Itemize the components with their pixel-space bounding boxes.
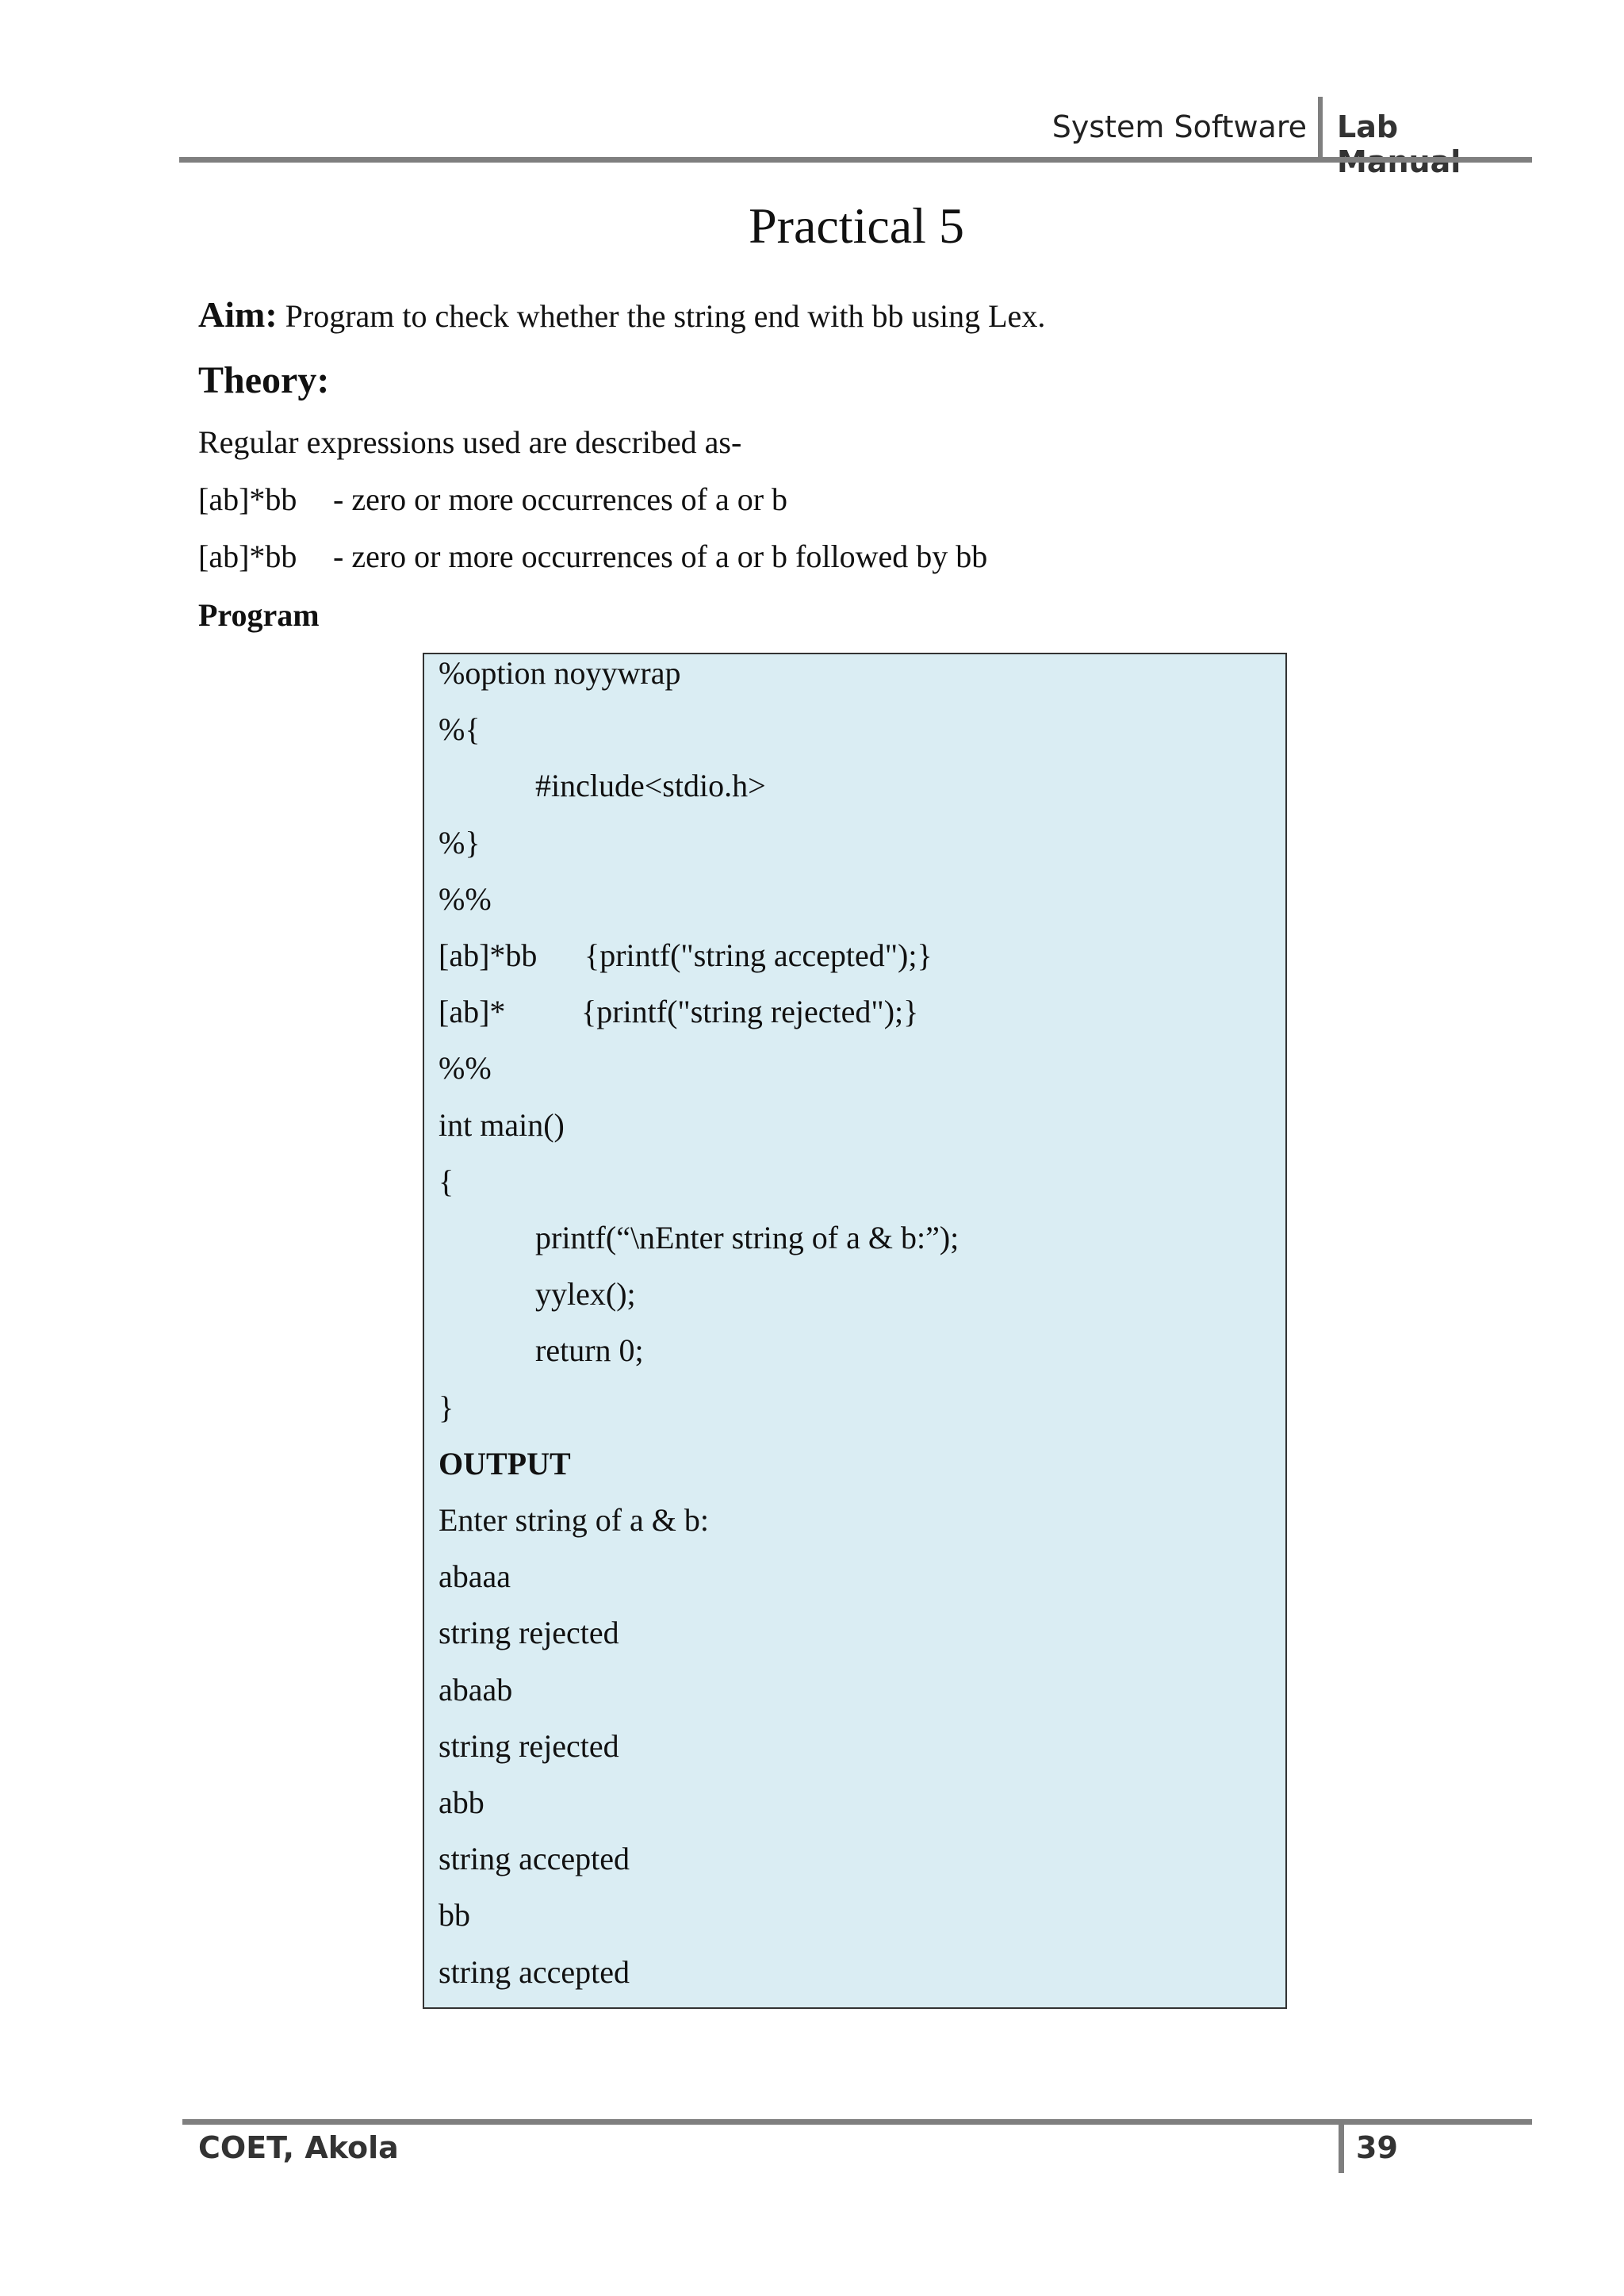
output-line: abb (439, 1784, 485, 1820)
code-action: {printf("string accepted");} (584, 937, 933, 973)
output-line: string accepted (439, 1954, 630, 1990)
footer-separator (1339, 2119, 1344, 2173)
code-line: #include<stdio.h> (535, 768, 766, 803)
output-heading: OUTPUT (439, 1446, 571, 1481)
code-line: int main() (439, 1107, 565, 1143)
code-line: yylex(); (535, 1276, 636, 1312)
footer-rule (182, 2119, 1532, 2125)
aim-paragraph (198, 293, 1045, 335)
theory-desc: - zero or more occurrences of a or b followed by bb (333, 539, 988, 574)
theory-desc: - zero or more occurrences of a or b (333, 481, 788, 517)
code-line: return 0; (535, 1332, 644, 1368)
header-separator (1318, 97, 1323, 162)
output-line: string rejected (439, 1615, 619, 1650)
code-pattern: [ab]* (439, 994, 506, 1029)
page-title: Practical 5 (749, 197, 964, 254)
header-rule (179, 157, 1532, 163)
theory-heading: Theory: (198, 359, 330, 401)
output-line: Enter string of a & b: (439, 1502, 710, 1538)
program-heading: Program (198, 597, 320, 633)
code-line: { (439, 1163, 454, 1199)
footer-college: COET, Akola (198, 2130, 399, 2165)
code-line: printf(“\nEnter string of a & b:”); (535, 1220, 959, 1255)
theory-regex: [ab]*bb (198, 481, 297, 517)
code-line: %option noyywrap (439, 655, 681, 691)
code-rule-reject (439, 993, 918, 1030)
theory-item (198, 538, 987, 575)
aim-text: Program to check whether the string end with bb using Lex. (277, 298, 1046, 334)
output-line: abaaa (439, 1558, 511, 1594)
theory-item (198, 481, 787, 518)
theory-intro: Regular expressions used are described as- (198, 424, 742, 460)
header-manual: Lab (1337, 109, 1399, 144)
code-line: %} (439, 825, 481, 861)
theory-regex: [ab]*bb (198, 539, 297, 574)
code-line: } (439, 1389, 454, 1425)
code-line: %{ (439, 711, 481, 747)
page-header (179, 97, 1532, 162)
code-line: %% (439, 881, 492, 917)
output-line: abaab (439, 1672, 513, 1708)
aim-label: Aim: (198, 294, 278, 335)
code-action: {printf("string rejected");} (581, 994, 919, 1029)
output-line: string accepted (439, 1841, 630, 1876)
output-line: string rejected (439, 1728, 619, 1764)
code-box (423, 653, 1287, 2009)
code-line: %% (439, 1050, 492, 1086)
code-pattern: [ab]*bb (439, 937, 538, 973)
output-line: bb (439, 1897, 470, 1933)
code-rule-accept (439, 937, 933, 974)
header-subject: System Software (1051, 109, 1307, 144)
page-number: 39 (1356, 2130, 1398, 2165)
